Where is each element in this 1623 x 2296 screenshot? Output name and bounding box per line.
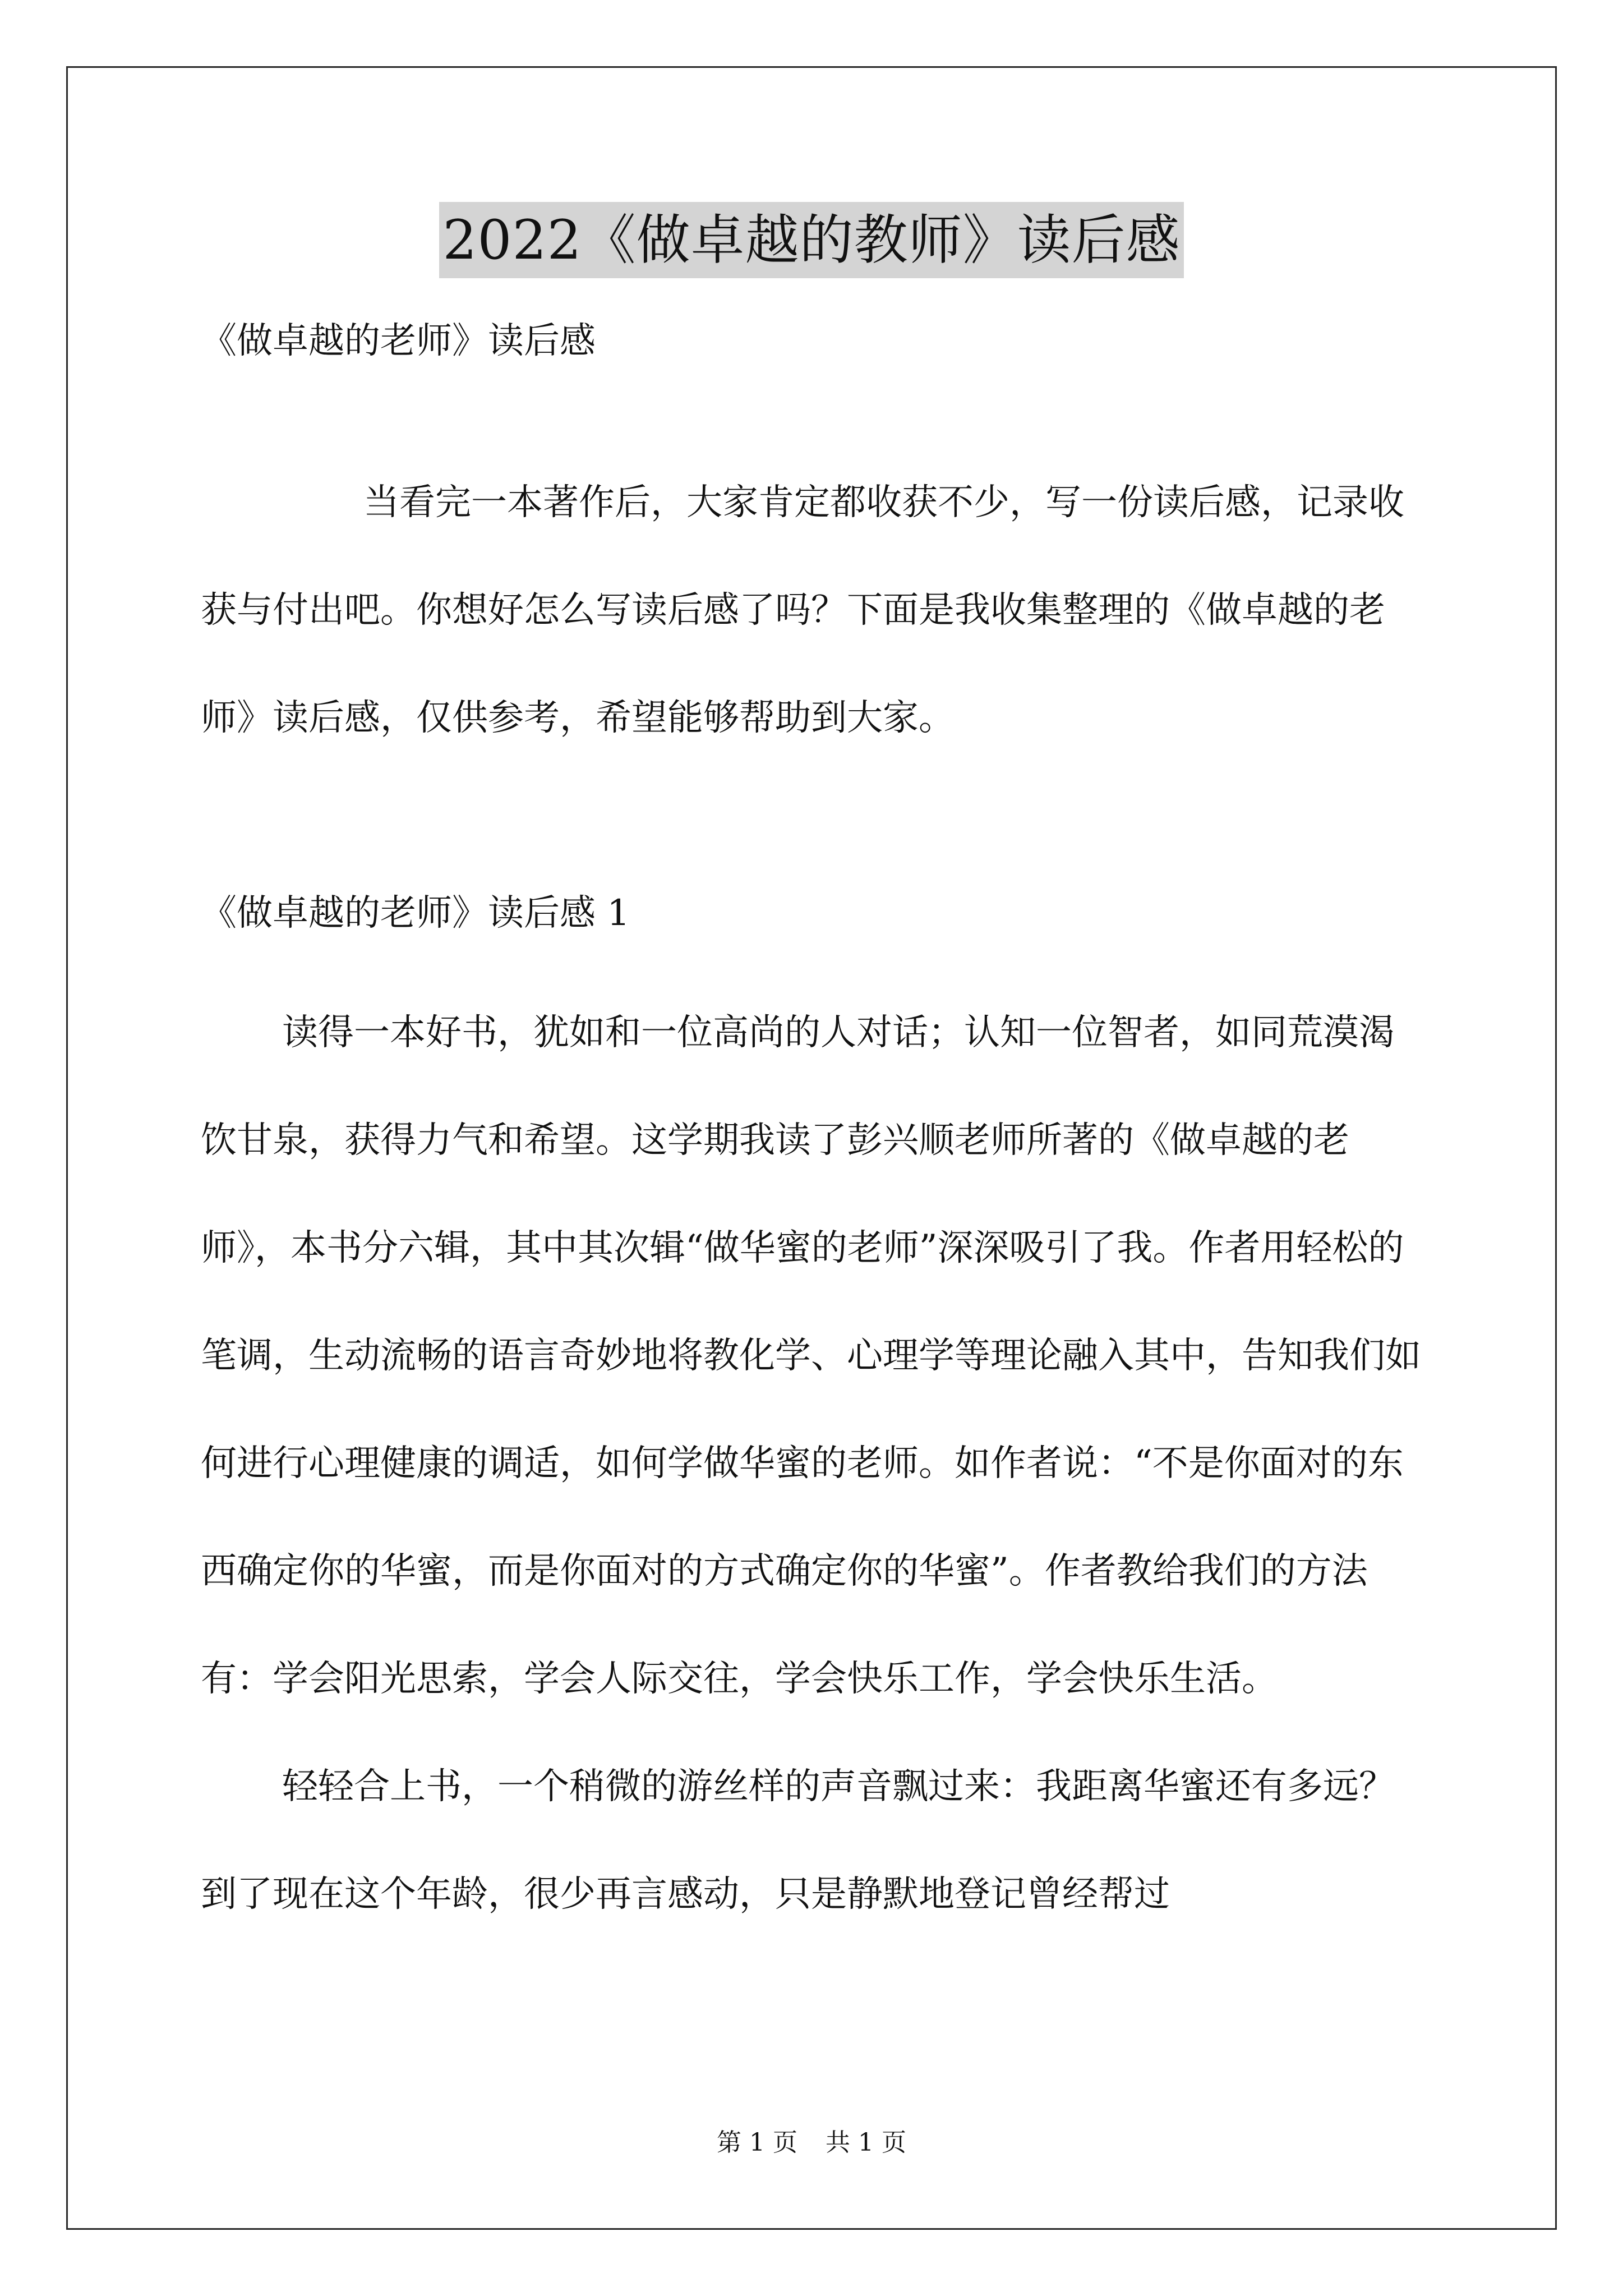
document-title: 2022《做卓越的教师》读后感: [439, 202, 1183, 278]
page-number-current: 第 1 页: [717, 2128, 797, 2157]
document-subtitle: 《做卓越的老师》读后感: [201, 320, 596, 362]
title-container: [0, 202, 1623, 278]
body-text: [201, 979, 1423, 1948]
intro-paragraph: 当看完一本著作后，大家肯定都收获不少，写一份读后感，记录收获与付出吧。你想好怎么写读后感了吗？下面是我收集整理的《做卓越的老师》读后感，仅供参考，希望能够帮助到大家。: [201, 482, 1404, 739]
section-heading: 《做卓越的老师》读后感 1: [201, 892, 630, 934]
page-footer: [0, 2126, 1623, 2160]
page-number-total: 共 1 页: [826, 2128, 906, 2157]
body-paragraph: 轻轻合上书，一个稍微的游丝样的声音飘过来：我距离华蜜还有多远？到了现在这个年龄，很少再言感动，只是静默地登记曾经帮过: [201, 1766, 1395, 1915]
body-paragraph: 读得一本好书，犹如和一位高尚的人对话；认知一位智者，如同荒漠渴饮甘泉，获得力气和希望。这学期我读了彭兴顺老师所著的《做卓越的老师》，本书分六辑，其中其次辑“做华蜜的老师”深深吸引了我。作者用轻松的笔调，生动流畅的语言奇妙地将教化学、心理学等理论融入其中，告知我们如何进行心理健康的调适，如何学做华蜜的老师。如作者说：“不是你面对的东西确定你的华蜜，而是你面对的方式确定你的华蜜”。作者教给我们的方法有：学会阳光思索，学会人际交往，学会快乐工作，学会快乐生活。: [201, 1012, 1421, 1700]
